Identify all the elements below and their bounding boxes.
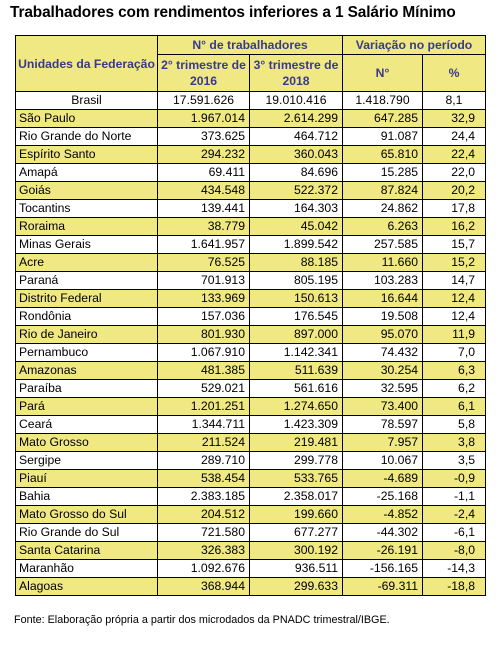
cell-name: Brasil <box>16 92 158 110</box>
cell-2016: 2.383.185 <box>158 488 250 506</box>
table-row <box>16 308 486 326</box>
table-row <box>16 146 486 164</box>
cell-2016: 133.969 <box>158 290 250 308</box>
cell-2016: 38.779 <box>158 218 250 236</box>
cell-2018: 805.195 <box>250 272 343 290</box>
cell-2018: 150.613 <box>250 290 343 308</box>
table-row <box>16 290 486 308</box>
cell-name: Pernambuco <box>16 344 158 362</box>
cell-pct: -0,9 <box>423 470 486 488</box>
cell-n: 65.810 <box>343 146 423 164</box>
cell-n: 87.824 <box>343 182 423 200</box>
cell-pct: 6,1 <box>423 398 486 416</box>
table-row <box>16 578 486 596</box>
cell-name: Minas Gerais <box>16 236 158 254</box>
cell-2018: 936.511 <box>250 560 343 578</box>
cell-pct: 15,2 <box>423 254 486 272</box>
cell-2016: 289.710 <box>158 452 250 470</box>
cell-2018: 2.358.017 <box>250 488 343 506</box>
header-trabalhadores: N° de trabalhadores <box>158 36 343 55</box>
cell-name: Mato Grosso <box>16 434 158 452</box>
cell-2016: 434.548 <box>158 182 250 200</box>
cell-2016: 294.232 <box>158 146 250 164</box>
cell-n: -26.191 <box>343 542 423 560</box>
table-row <box>16 236 486 254</box>
cell-name: Santa Catarina <box>16 542 158 560</box>
cell-2016: 368.944 <box>158 578 250 596</box>
cell-2018: 299.778 <box>250 452 343 470</box>
cell-name: Alagoas <box>16 578 158 596</box>
cell-2018: 464.712 <box>250 128 343 146</box>
cell-n: 11.660 <box>343 254 423 272</box>
cell-n: -44.302 <box>343 524 423 542</box>
cell-name: Rio de Janeiro <box>16 326 158 344</box>
cell-name: Acre <box>16 254 158 272</box>
cell-2018: 533.765 <box>250 470 343 488</box>
cell-name: Amapá <box>16 164 158 182</box>
cell-name: Paraná <box>16 272 158 290</box>
header-2016: 2° trimestre de 2016 <box>158 55 250 92</box>
cell-2016: 17.591.626 <box>158 92 250 110</box>
table-row <box>16 434 486 452</box>
cell-pct: 12,4 <box>423 308 486 326</box>
cell-name: Rio Grande do Norte <box>16 128 158 146</box>
cell-n: 1.418.790 <box>343 92 423 110</box>
cell-n: 257.585 <box>343 236 423 254</box>
cell-2016: 69.411 <box>158 164 250 182</box>
cell-2016: 701.913 <box>158 272 250 290</box>
cell-name: Mato Grosso do Sul <box>16 506 158 524</box>
table-row <box>16 470 486 488</box>
cell-2016: 538.454 <box>158 470 250 488</box>
header-variacao: Variação no período <box>343 36 486 55</box>
table-row <box>16 380 486 398</box>
cell-pct: 5,8 <box>423 416 486 434</box>
cell-name: Maranhão <box>16 560 158 578</box>
cell-n: 78.597 <box>343 416 423 434</box>
cell-2016: 1.967.014 <box>158 110 250 128</box>
cell-name: Amazonas <box>16 362 158 380</box>
table-row <box>16 344 486 362</box>
cell-2018: 1.423.309 <box>250 416 343 434</box>
cell-n: -156.165 <box>343 560 423 578</box>
cell-n: 95.070 <box>343 326 423 344</box>
cell-2016: 1.344.711 <box>158 416 250 434</box>
header-pct: % <box>423 55 486 92</box>
table-row <box>16 110 486 128</box>
cell-n: 103.283 <box>343 272 423 290</box>
cell-2016: 481.385 <box>158 362 250 380</box>
cell-2018: 88.185 <box>250 254 343 272</box>
cell-pct: -8,0 <box>423 542 486 560</box>
cell-n: 16.644 <box>343 290 423 308</box>
table-row <box>16 560 486 578</box>
cell-2018: 300.192 <box>250 542 343 560</box>
table-row <box>16 272 486 290</box>
source-note: Fonte: Elaboração própria a partir dos microdados da PNADC trimestral/IBGE. <box>14 614 390 626</box>
cell-n: -25.168 <box>343 488 423 506</box>
cell-n: 91.087 <box>343 128 423 146</box>
header-unidades: Unidades da Federação <box>16 36 158 92</box>
cell-2018: 1.142.341 <box>250 344 343 362</box>
cell-name: Bahia <box>16 488 158 506</box>
cell-pct: 22,0 <box>423 164 486 182</box>
table-row-brasil <box>16 92 486 110</box>
cell-name: São Paulo <box>16 110 158 128</box>
cell-2016: 326.383 <box>158 542 250 560</box>
cell-n: 6.263 <box>343 218 423 236</box>
cell-name: Roraima <box>16 218 158 236</box>
cell-2016: 373.625 <box>158 128 250 146</box>
cell-n: 32.595 <box>343 380 423 398</box>
cell-name: Rio Grande do Sul <box>16 524 158 542</box>
cell-pct: 12,4 <box>423 290 486 308</box>
cell-pct: 17,8 <box>423 200 486 218</box>
table-row <box>16 506 486 524</box>
table-row <box>16 254 486 272</box>
cell-name: Tocantins <box>16 200 158 218</box>
cell-pct: -1,1 <box>423 488 486 506</box>
cell-pct: 24,4 <box>423 128 486 146</box>
cell-2018: 677.277 <box>250 524 343 542</box>
cell-pct: 6,3 <box>423 362 486 380</box>
table-row <box>16 182 486 200</box>
cell-pct: 32,9 <box>423 110 486 128</box>
cell-pct: -6,1 <box>423 524 486 542</box>
cell-2016: 1.067.910 <box>158 344 250 362</box>
cell-n: -4.689 <box>343 470 423 488</box>
cell-name: Piauí <box>16 470 158 488</box>
table-row <box>16 542 486 560</box>
cell-2016: 529.021 <box>158 380 250 398</box>
table-row <box>16 200 486 218</box>
cell-2018: 1.274.650 <box>250 398 343 416</box>
table-row <box>16 218 486 236</box>
cell-2016: 157.036 <box>158 308 250 326</box>
cell-pct: 16,2 <box>423 218 486 236</box>
cell-name: Sergipe <box>16 452 158 470</box>
cell-2018: 219.481 <box>250 434 343 452</box>
cell-2016: 1.092.676 <box>158 560 250 578</box>
cell-pct: 3,5 <box>423 452 486 470</box>
cell-n: 647.285 <box>343 110 423 128</box>
cell-n: 15.285 <box>343 164 423 182</box>
cell-2018: 19.010.416 <box>250 92 343 110</box>
cell-name: Espírito Santo <box>16 146 158 164</box>
cell-pct: -2,4 <box>423 506 486 524</box>
cell-pct: 15,7 <box>423 236 486 254</box>
cell-2018: 561.616 <box>250 380 343 398</box>
cell-2018: 897.000 <box>250 326 343 344</box>
cell-2016: 139.441 <box>158 200 250 218</box>
cell-pct: 7,0 <box>423 344 486 362</box>
table-row <box>16 416 486 434</box>
cell-2018: 299.633 <box>250 578 343 596</box>
cell-2018: 176.545 <box>250 308 343 326</box>
cell-n: -69.311 <box>343 578 423 596</box>
cell-pct: -14,3 <box>423 560 486 578</box>
cell-2018: 522.372 <box>250 182 343 200</box>
cell-2016: 204.512 <box>158 506 250 524</box>
cell-2016: 1.201.251 <box>158 398 250 416</box>
cell-pct: 6,2 <box>423 380 486 398</box>
cell-n: 30.254 <box>343 362 423 380</box>
cell-n: 10.067 <box>343 452 423 470</box>
cell-n: 7.957 <box>343 434 423 452</box>
table-row <box>16 524 486 542</box>
cell-2018: 2.614.299 <box>250 110 343 128</box>
cell-n: 74.432 <box>343 344 423 362</box>
cell-pct: 11,9 <box>423 326 486 344</box>
header-n: N° <box>343 55 423 92</box>
table-row <box>16 452 486 470</box>
table-row <box>16 362 486 380</box>
cell-2018: 360.043 <box>250 146 343 164</box>
cell-2018: 84.696 <box>250 164 343 182</box>
cell-name: Rondônia <box>16 308 158 326</box>
cell-n: -4.852 <box>343 506 423 524</box>
cell-2016: 76.525 <box>158 254 250 272</box>
cell-pct: 22,4 <box>423 146 486 164</box>
cell-name: Distrito Federal <box>16 290 158 308</box>
cell-2018: 164.303 <box>250 200 343 218</box>
cell-2016: 1.641.957 <box>158 236 250 254</box>
workers-table <box>15 35 486 596</box>
cell-pct: 3,8 <box>423 434 486 452</box>
cell-2016: 801.930 <box>158 326 250 344</box>
cell-2018: 199.660 <box>250 506 343 524</box>
table-row <box>16 128 486 146</box>
cell-name: Goiás <box>16 182 158 200</box>
table-row <box>16 398 486 416</box>
table-row <box>16 488 486 506</box>
cell-name: Paraíba <box>16 380 158 398</box>
cell-pct: 14,7 <box>423 272 486 290</box>
cell-pct: -18,8 <box>423 578 486 596</box>
cell-n: 19.508 <box>343 308 423 326</box>
cell-2018: 511.639 <box>250 362 343 380</box>
header-2018: 3° trimestre de 2018 <box>250 55 343 92</box>
cell-2016: 211.524 <box>158 434 250 452</box>
cell-2018: 45.042 <box>250 218 343 236</box>
table-row <box>16 164 486 182</box>
cell-n: 24.862 <box>343 200 423 218</box>
cell-name: Pará <box>16 398 158 416</box>
cell-n: 73.400 <box>343 398 423 416</box>
table-row <box>16 326 486 344</box>
cell-name: Ceará <box>16 416 158 434</box>
table-title: Trabalhadores com rendimentos inferiores a 1 Salário Mínimo <box>10 4 456 21</box>
cell-pct: 8,1 <box>423 92 486 110</box>
cell-pct: 20,2 <box>423 182 486 200</box>
cell-2016: 721.580 <box>158 524 250 542</box>
cell-2018: 1.899.542 <box>250 236 343 254</box>
